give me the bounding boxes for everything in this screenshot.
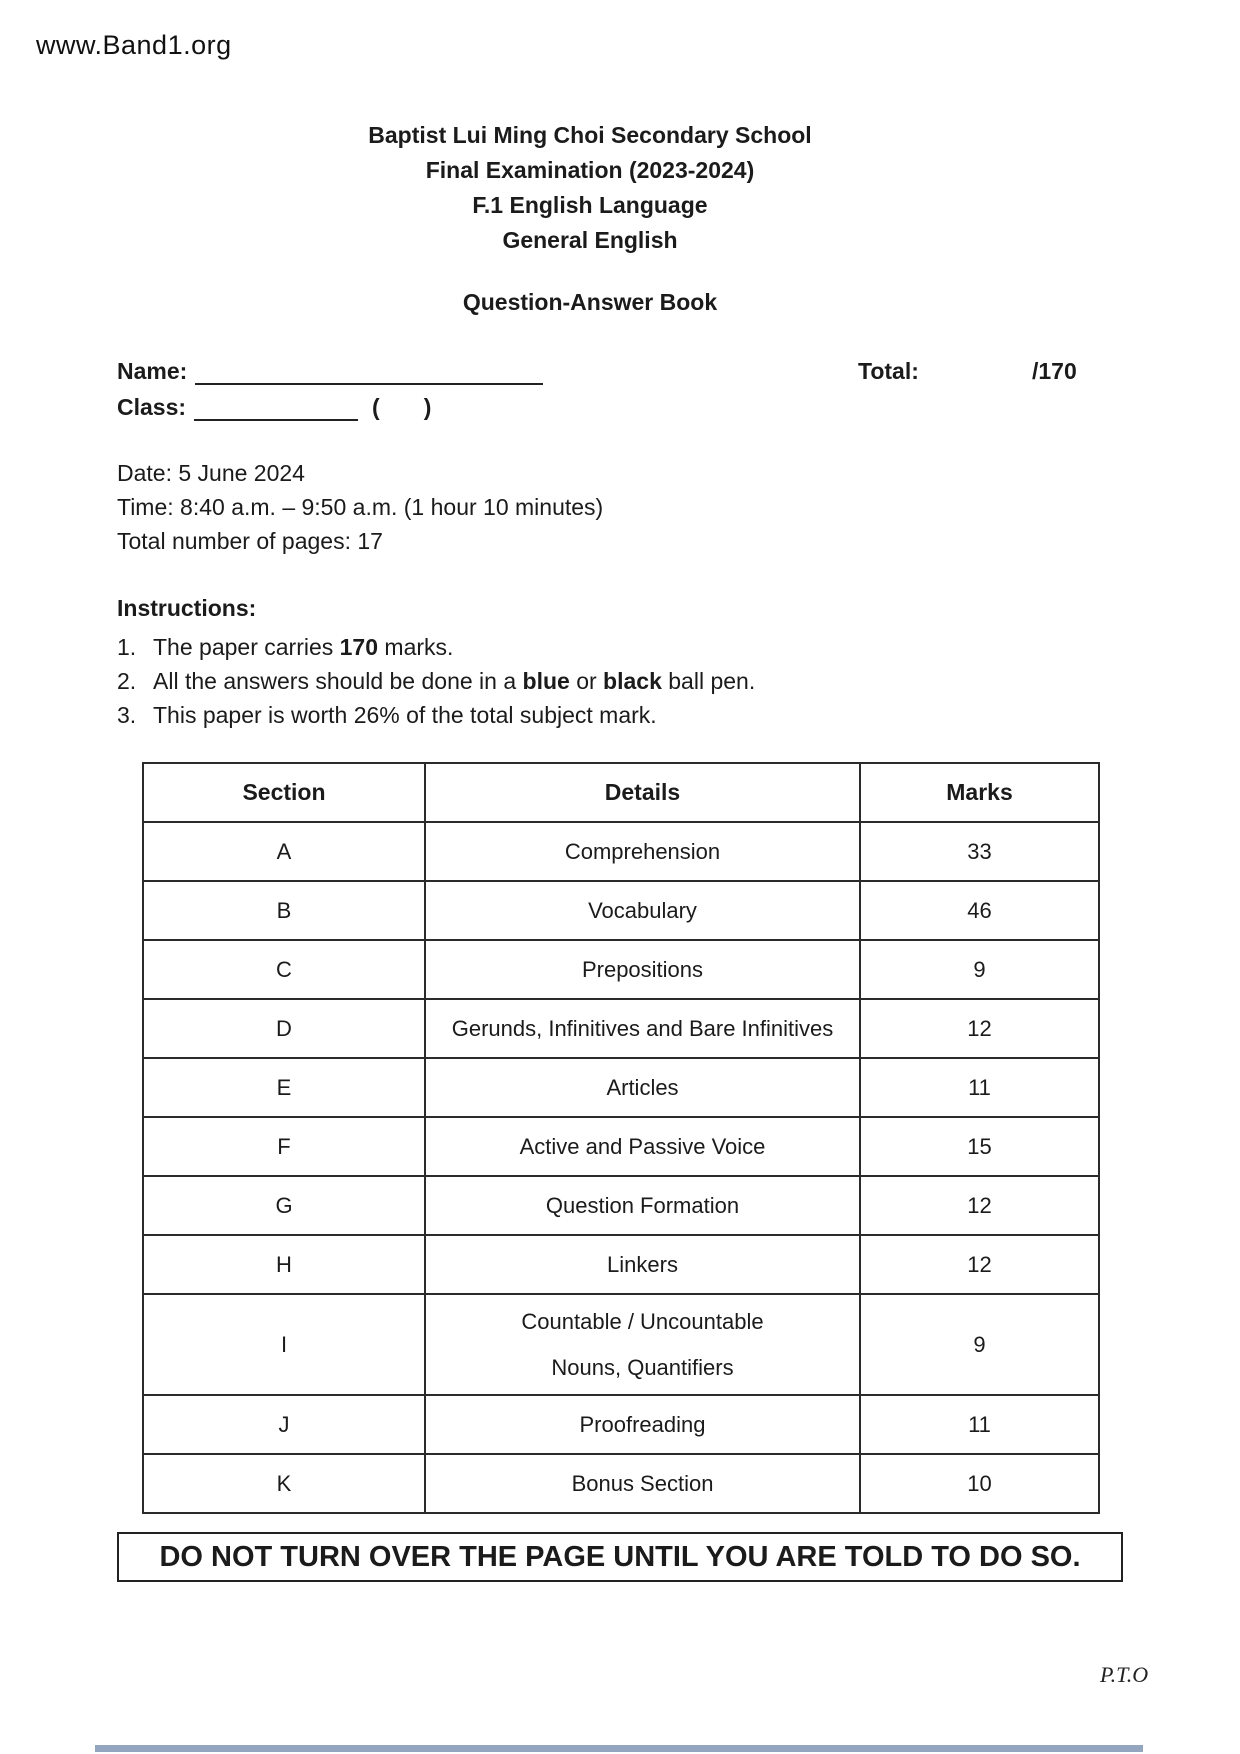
time-line: Time: 8:40 a.m. – 9:50 a.m. (1 hour 10 minutes) bbox=[117, 494, 604, 520]
footer-bar bbox=[95, 1745, 1143, 1752]
section-cell: I bbox=[143, 1294, 425, 1395]
item-number: 2. bbox=[117, 668, 137, 694]
marks-cell: 12 bbox=[860, 1176, 1099, 1235]
details-cell: Articles bbox=[425, 1058, 860, 1117]
item-number: 1. bbox=[117, 634, 137, 660]
item-text-bold: black bbox=[603, 668, 662, 694]
item-text: or bbox=[569, 668, 604, 694]
details-cell: Gerunds, Infinitives and Bare Infinitives bbox=[425, 999, 860, 1058]
details-cell: Bonus Section bbox=[425, 1454, 860, 1513]
section-cell: B bbox=[143, 881, 425, 940]
instructions-heading: Instructions: bbox=[117, 595, 257, 621]
details-cell: Question Formation bbox=[425, 1176, 860, 1235]
class-paren-close: ) bbox=[423, 394, 432, 420]
class-paren-open: ( bbox=[372, 394, 380, 420]
marks-cell: 11 bbox=[860, 1395, 1099, 1454]
meta-block bbox=[117, 456, 603, 558]
section-cell: A bbox=[143, 822, 425, 881]
pto-label: P.T.O bbox=[1100, 1662, 1149, 1687]
item-text: This paper is worth 26% of the total subject mark. bbox=[153, 702, 657, 728]
table-row bbox=[143, 999, 1099, 1058]
exam-title: Final Examination (2023-2024) bbox=[425, 157, 755, 183]
name-row bbox=[117, 358, 543, 385]
details-cell: Vocabulary bbox=[425, 881, 860, 940]
marks-cell: 33 bbox=[860, 822, 1099, 881]
date-line: Date: 5 June 2024 bbox=[117, 460, 305, 486]
class-blank bbox=[194, 396, 358, 421]
name-label: Name: bbox=[117, 358, 188, 384]
book-title: Question-Answer Book bbox=[462, 289, 718, 315]
section-cell: K bbox=[143, 1454, 425, 1513]
table-row bbox=[143, 1294, 1099, 1395]
details-cell: Prepositions bbox=[425, 940, 860, 999]
table-row bbox=[143, 1235, 1099, 1294]
marks-cell: 9 bbox=[860, 1294, 1099, 1395]
section-cell: D bbox=[143, 999, 425, 1058]
details-cell bbox=[425, 1294, 860, 1395]
item-text: All the answers should be done in a bbox=[153, 668, 523, 694]
col-header-marks: Marks bbox=[860, 763, 1099, 822]
item-text: marks. bbox=[378, 634, 454, 660]
section-cell: C bbox=[143, 940, 425, 999]
table-header-row bbox=[143, 763, 1099, 822]
marks-cell: 12 bbox=[860, 999, 1099, 1058]
instruction-item-3 bbox=[117, 698, 755, 732]
marks-table bbox=[142, 762, 1100, 1514]
pages-line: Total number of pages: 17 bbox=[117, 528, 383, 554]
marks-cell: 9 bbox=[860, 940, 1099, 999]
table-row bbox=[143, 822, 1099, 881]
instruction-item-2 bbox=[117, 664, 755, 698]
paper-title: General English bbox=[502, 227, 678, 253]
school-name: Baptist Lui Ming Choi Secondary School bbox=[368, 122, 812, 148]
total-label: Total: bbox=[858, 358, 919, 384]
form-subject: F.1 English Language bbox=[472, 192, 708, 218]
details-cell: Active and Passive Voice bbox=[425, 1117, 860, 1176]
instructions-list bbox=[117, 630, 755, 732]
item-text-bold: 170 bbox=[339, 634, 379, 660]
details-cell: Proofreading bbox=[425, 1395, 860, 1454]
section-cell: G bbox=[143, 1176, 425, 1235]
table-row bbox=[143, 940, 1099, 999]
table-row bbox=[143, 1058, 1099, 1117]
details-cell: Comprehension bbox=[425, 822, 860, 881]
details-cell: Linkers bbox=[425, 1235, 860, 1294]
details-line-1: Countable / Uncountable bbox=[521, 1308, 764, 1334]
class-row bbox=[117, 394, 431, 421]
item-text: ball pen. bbox=[661, 668, 756, 694]
section-cell: F bbox=[143, 1117, 425, 1176]
marks-cell: 15 bbox=[860, 1117, 1099, 1176]
title-block bbox=[117, 118, 1063, 258]
table-row bbox=[143, 1395, 1099, 1454]
class-label: Class: bbox=[117, 394, 187, 420]
do-not-turn-notice: DO NOT TURN OVER THE PAGE UNTIL YOU ARE TOLD TO DO SO. bbox=[117, 1532, 1123, 1582]
marks-cell: 10 bbox=[860, 1454, 1099, 1513]
details-line-2: Nouns, Quantifiers bbox=[551, 1354, 734, 1380]
item-number: 3. bbox=[117, 702, 137, 728]
total-value: /170 bbox=[1032, 358, 1077, 384]
site-watermark: www.Band1.org bbox=[36, 30, 232, 60]
marks-cell: 46 bbox=[860, 881, 1099, 940]
marks-cell: 12 bbox=[860, 1235, 1099, 1294]
section-cell: H bbox=[143, 1235, 425, 1294]
section-cell: J bbox=[143, 1395, 425, 1454]
marks-cell: 11 bbox=[860, 1058, 1099, 1117]
table-row bbox=[143, 1117, 1099, 1176]
name-blank bbox=[195, 360, 543, 385]
section-cell: E bbox=[143, 1058, 425, 1117]
col-header-details: Details bbox=[425, 763, 860, 822]
item-text-bold: blue bbox=[522, 668, 570, 694]
table-row bbox=[143, 1454, 1099, 1513]
instruction-item-1 bbox=[117, 630, 755, 664]
item-text: The paper carries bbox=[153, 634, 340, 660]
col-header-section: Section bbox=[143, 763, 425, 822]
table-row bbox=[143, 1176, 1099, 1235]
table-row bbox=[143, 881, 1099, 940]
